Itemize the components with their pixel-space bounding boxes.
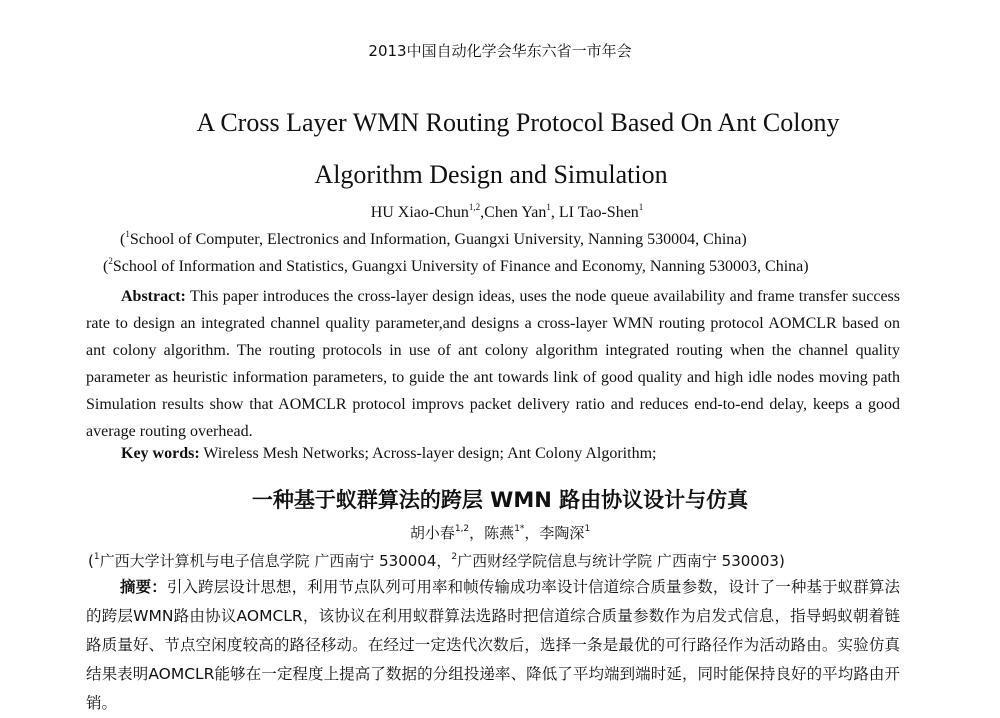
- author-2: ,Chen Yan: [480, 204, 547, 221]
- affiliation-cn-1-sup: 1: [93, 552, 100, 562]
- abstract-en: [86, 283, 900, 445]
- author-3: , LI Tao-Shen: [550, 204, 639, 221]
- abstract-cn-label: 摘要：: [120, 578, 167, 596]
- keywords-en-label: Key words:: [121, 445, 200, 462]
- author-cn-2-sup: 1*: [514, 524, 525, 534]
- affiliation-cn: [88, 550, 785, 571]
- paper-title-en-line1: A Cross Layer WMN Routing Protocol Based On Ant Colony: [196, 108, 840, 137]
- paper-title-cn: 一种基于蚁群算法的跨层 WMN 路由协议设计与仿真: [251, 488, 749, 512]
- author-2-sup: 1: [546, 202, 551, 212]
- abstract-cn-text: 引入跨层设计思想，利用节点队列可用率和帧传输成功率设计信道综合质量参数，设计了一种基于蚁群算法的跨层WMN路由协议AOMCLR，该协议在利用蚁群算法选路时把信道综合质量参数作为启发式信息，指导蚂蚁朝着链路质量好、节点空闲度较高的路径移动。在经过一定迭代次数后，选择一条是最优的可行路径作为活动路由。实验仿真结果表明AOMCLR能够在一定程度上提高了数据的分组投递率、降低了平均端到端时延，同时能保持良好的平均路由开销。: [86, 578, 900, 712]
- affiliation-en-2-text: School of Information and Statistics, Guangxi University of Finance and Economy, Nanning 530003, China): [112, 258, 809, 275]
- author-cn-3-sup: 1: [584, 524, 591, 534]
- conference-header: 2013中国自动化学会华东六省一市年会: [368, 42, 632, 60]
- affiliation-en-1: ($^1$School of Computer, Electronics and Information, Guangxi University, Nanning 530004, China): [120, 229, 747, 248]
- author-1: HU Xiao-Chun: [370, 204, 469, 221]
- paper-title-en-line2: Algorithm Design and Simulation: [314, 160, 668, 189]
- affiliation-en-1-text: School of Computer, Electronics and Information, Guangxi University, Nanning 530004, China): [129, 231, 747, 248]
- affiliation-en-2: ($^2$School of Information and Statistics, Guangxi University of Finance and Economy, Nanning 530003, China): [103, 256, 809, 275]
- author-3-sup: 1: [638, 202, 644, 212]
- authors-en: [0, 204, 1000, 222]
- author-cn-2: ，陈燕: [469, 524, 515, 542]
- authors-cn: [0, 522, 1000, 543]
- keywords-en: [121, 445, 656, 463]
- affiliation-en-2-sup: 2: [108, 256, 113, 266]
- abstract-en-text: This paper introduces the cross-layer design ideas, uses the node queue availability and frame transfer success rate to design an integrated channel quality parameter,and designs a cross-layer WMN routing protocol AOMCLR based on ant colony algorithm. The routing protocols in use of ant colony algorithm integrated routing when the channel quality parameter as heuristic information parameters, to guide the ant towards link of good quality and high idle nodes moving path Simulation results show that AOMCLR protocol improvs packet delivery ratio and reduces end-to-end delay, keeps a good average routing overhead.: [86, 288, 900, 440]
- abstract-en-label: Abstract:: [121, 288, 186, 305]
- affiliation-cn-open: (: [88, 552, 94, 570]
- author-cn-1: 胡小春: [409, 524, 455, 542]
- affiliation-cn-1-text: 广西大学计算机与电子信息学院 广西南宁 530004，: [99, 552, 452, 570]
- author-cn-3: ，李陶深: [524, 524, 585, 542]
- affiliation-cn-2-text: 广西财经学院信息与统计学院 广西南宁 530003): [457, 552, 785, 570]
- author-1-sup: 1,2: [468, 202, 481, 212]
- affiliation-cn-2-sup: 2: [451, 552, 458, 562]
- abstract-cn: [86, 573, 900, 718]
- author-cn-1-sup: 1,2: [454, 524, 470, 534]
- affiliation-en-1-sup: 1: [125, 229, 130, 239]
- keywords-en-text: Wireless Mesh Networks; Across-layer design; Ant Colony Algorithm;: [199, 445, 657, 462]
